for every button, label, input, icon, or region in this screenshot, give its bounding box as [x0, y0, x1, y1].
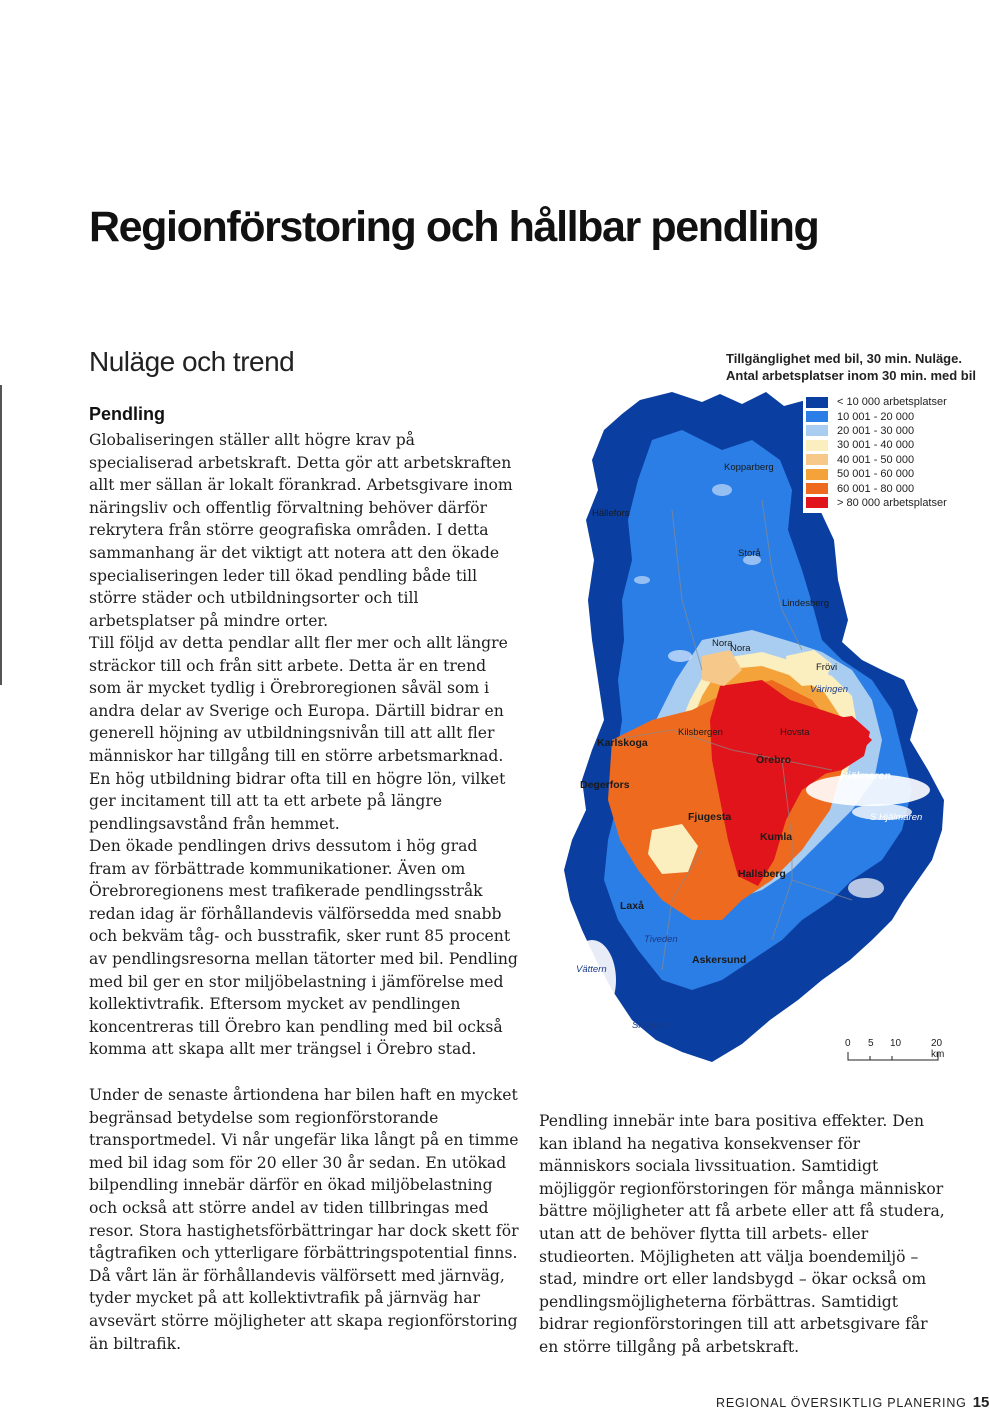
- place-kilsbergen: Kilsbergen: [678, 727, 723, 738]
- page-footer: [716, 1394, 989, 1411]
- page-number: 15: [972, 1394, 989, 1411]
- legend-swatch: [806, 425, 828, 436]
- place-karlskoga: Karlskoga: [597, 737, 648, 749]
- map-title-line-2: Antal arbetsplatser inom 30 min. med bil: [726, 368, 976, 383]
- scale-label-5: 5: [868, 1038, 874, 1049]
- scale-bar-line: [845, 1038, 957, 1068]
- legend-label: 60 001 - 80 000: [837, 482, 915, 495]
- legend-swatch: [806, 411, 828, 422]
- legend-label: 30 001 - 40 000: [837, 439, 915, 452]
- lake-east: [848, 878, 884, 898]
- legend-swatch: [806, 454, 828, 465]
- subheading: Pendling: [89, 404, 165, 424]
- place-s-hjalmaren: S Hjälmaren: [870, 812, 923, 823]
- place-fjugesta: Fjugesta: [688, 811, 732, 823]
- place-orebro: Örebro: [756, 754, 792, 766]
- place-skagern: Skagern: [632, 1020, 668, 1031]
- legend-label: 50 001 - 60 000: [837, 468, 915, 481]
- body-paragraph-4: Under de senaste årtiondena har bilen haft en mycket begränsad betydelse som regionförstorande transportmedel. Vi når ungefär lika långt på en timme med bil idag som för 20 eller 30 år sedan. En utökad bilpendling innebär därför en ökad miljöbelastning och också att större andel av tiden tillbringas med resor. Stora hastighetsförbättringar har dock skett för tågtrafiken och ytterligare förbättringspotential finns. Då vårt län är förhållandevis välförsett med järnväg, tyder mycket på att kollektivtrafik på järnväg har avsevärt större möjligheter att skapa regionförstoring än biltrafik.: [89, 1086, 519, 1353]
- footer-label: REGIONAL ÖVERSIKTLIG PLANERING: [716, 1396, 967, 1410]
- legend-label: 20 001 - 30 000: [837, 424, 915, 437]
- body-paragraph-2: Till följd av detta pendlar allt fler mer och allt längre sträckor till och från sitt arbete. Detta är en trend som är mycket tydlig i Örebroregionen såväl som i andra delar av Sverige och Europa. Därtill bidrar en generell höjning av utbildningsnivån till att allt fler människor har tillgång till en större arbetsmarknad. En hög utbildning bidrar ofta till en högre lön, vilket ger incitament till att ta ett arbete på längre pendlingsavstånd från hemmet.: [89, 634, 508, 833]
- legend-item: [806, 424, 952, 438]
- scale-label-20: 20 km: [931, 1038, 945, 1060]
- body-paragraph-1: Globaliseringen ställer allt högre krav på specialiserad arbetskraft. Detta gör att arbetskraften allt mer sällan är lokalt förankrad. Arbetsgivare inom näringsliv och offentlig förvaltning behöver därför rekrytera från större geografiska områden. I detta sammanhang är det viktigt att notera att den ökade specialiseringen leder till ökad pendling både till större städer och utbildningsorter och till arbetsplatser på mindre orter.: [89, 431, 513, 630]
- legend-label: < 10 000 arbetsplatser: [837, 396, 947, 409]
- legend-swatch: [806, 469, 828, 480]
- legend-item: [806, 467, 952, 481]
- scale-label-10: 10: [890, 1038, 902, 1049]
- place-laxa: Laxå: [620, 900, 644, 912]
- map-title: [726, 350, 976, 384]
- legend-item: [806, 481, 952, 495]
- place-vattern: Vättern: [576, 964, 607, 975]
- place-askersund: Askersund: [692, 954, 747, 966]
- place-hallefors: Hällefors: [592, 508, 630, 519]
- legend-item: [806, 496, 952, 510]
- place-hovsta: Hovsta: [780, 727, 810, 738]
- place-lindesberg: Lindesberg: [782, 598, 830, 609]
- legend-item: [806, 453, 952, 467]
- body-paragraph-5: Pendling innebär inte bara positiva effekter. Den kan ibland ha negativa konsekvenser för människors sociala livssituation. Samtidigt möjliggör regionförstoringen för många människor bättre möjligheter att få arbete eller att få studera, utan att de behöver flytta till arbets- eller studieorten. Möjligheten att välja boendemiljö – stad, mindre ort eller landsbygd – ökar också om pendlingsmöjligheterna förbättras. Samtidigt bidrar regionförstoringen till att arbetsgivare får en större tillgång på arbetskraft.: [539, 1112, 945, 1356]
- lake-vattern: [568, 940, 616, 1020]
- legend-label: > 80 000 arbetsplatser: [837, 496, 947, 509]
- map-legend: [803, 393, 955, 513]
- legend-item: [806, 395, 952, 409]
- place-nora-1: Nora: [712, 638, 733, 649]
- page-title: Regionförstoring och hållbar pendling: [89, 203, 819, 251]
- section-title: Nuläge och trend: [89, 346, 295, 377]
- legend-swatch: [806, 497, 828, 508]
- place-kumla: Kumla: [760, 831, 793, 843]
- place-degerfors: Degerfors: [580, 779, 630, 791]
- body-paragraph-3: Den ökade pendlingen drivs dessutom i hög grad fram av förbättrade kommunikationer. Även om Örebroregionens mest trafikerade pendlingsstråk redan idag är förhållandevis välförsedda med snabb och bekväm tåg- och busstrafik, sker runt 85 procent av pendlingsresorna mellan tätorter med bil. Pendling med bil ger en stor miljöbelastning i jämförelse med kollektivtrafik. Eftersom mycket av pendlingen koncentreras till Örebro kan pendling med bil också komma att skapa allt mer trängsel i Örebro stad.: [89, 837, 518, 1059]
- scale-label-0: 0: [845, 1038, 851, 1049]
- legend-swatch: [806, 397, 828, 408]
- lake-small-1: [712, 484, 732, 496]
- map-title-line-1: Tillgänglighet med bil, 30 min. Nuläge.: [726, 351, 962, 366]
- legend-label: 40 001 - 50 000: [837, 453, 915, 466]
- place-nora-2: Nora: [730, 643, 751, 654]
- lake-small-2: [634, 576, 650, 584]
- place-varingen: Väringen: [810, 684, 849, 695]
- legend-label: 10 001 - 20 000: [837, 410, 915, 423]
- map-scale-bar: [845, 1038, 957, 1068]
- legend-swatch: [806, 483, 828, 494]
- place-frovi: Frövi: [816, 662, 838, 673]
- place-stora: Storå: [738, 548, 761, 559]
- place-hjalmaren: Hjälmaren: [840, 770, 891, 782]
- place-kopparberg: Kopparberg: [724, 462, 774, 473]
- legend-swatch: [806, 440, 828, 451]
- lake-nora: [668, 650, 692, 662]
- page-edge-mark: [0, 385, 2, 685]
- legend-item: [806, 438, 952, 452]
- place-tiveden: Tiveden: [644, 934, 678, 945]
- place-hallsberg: Hallsberg: [738, 868, 786, 880]
- legend-item: [806, 409, 952, 423]
